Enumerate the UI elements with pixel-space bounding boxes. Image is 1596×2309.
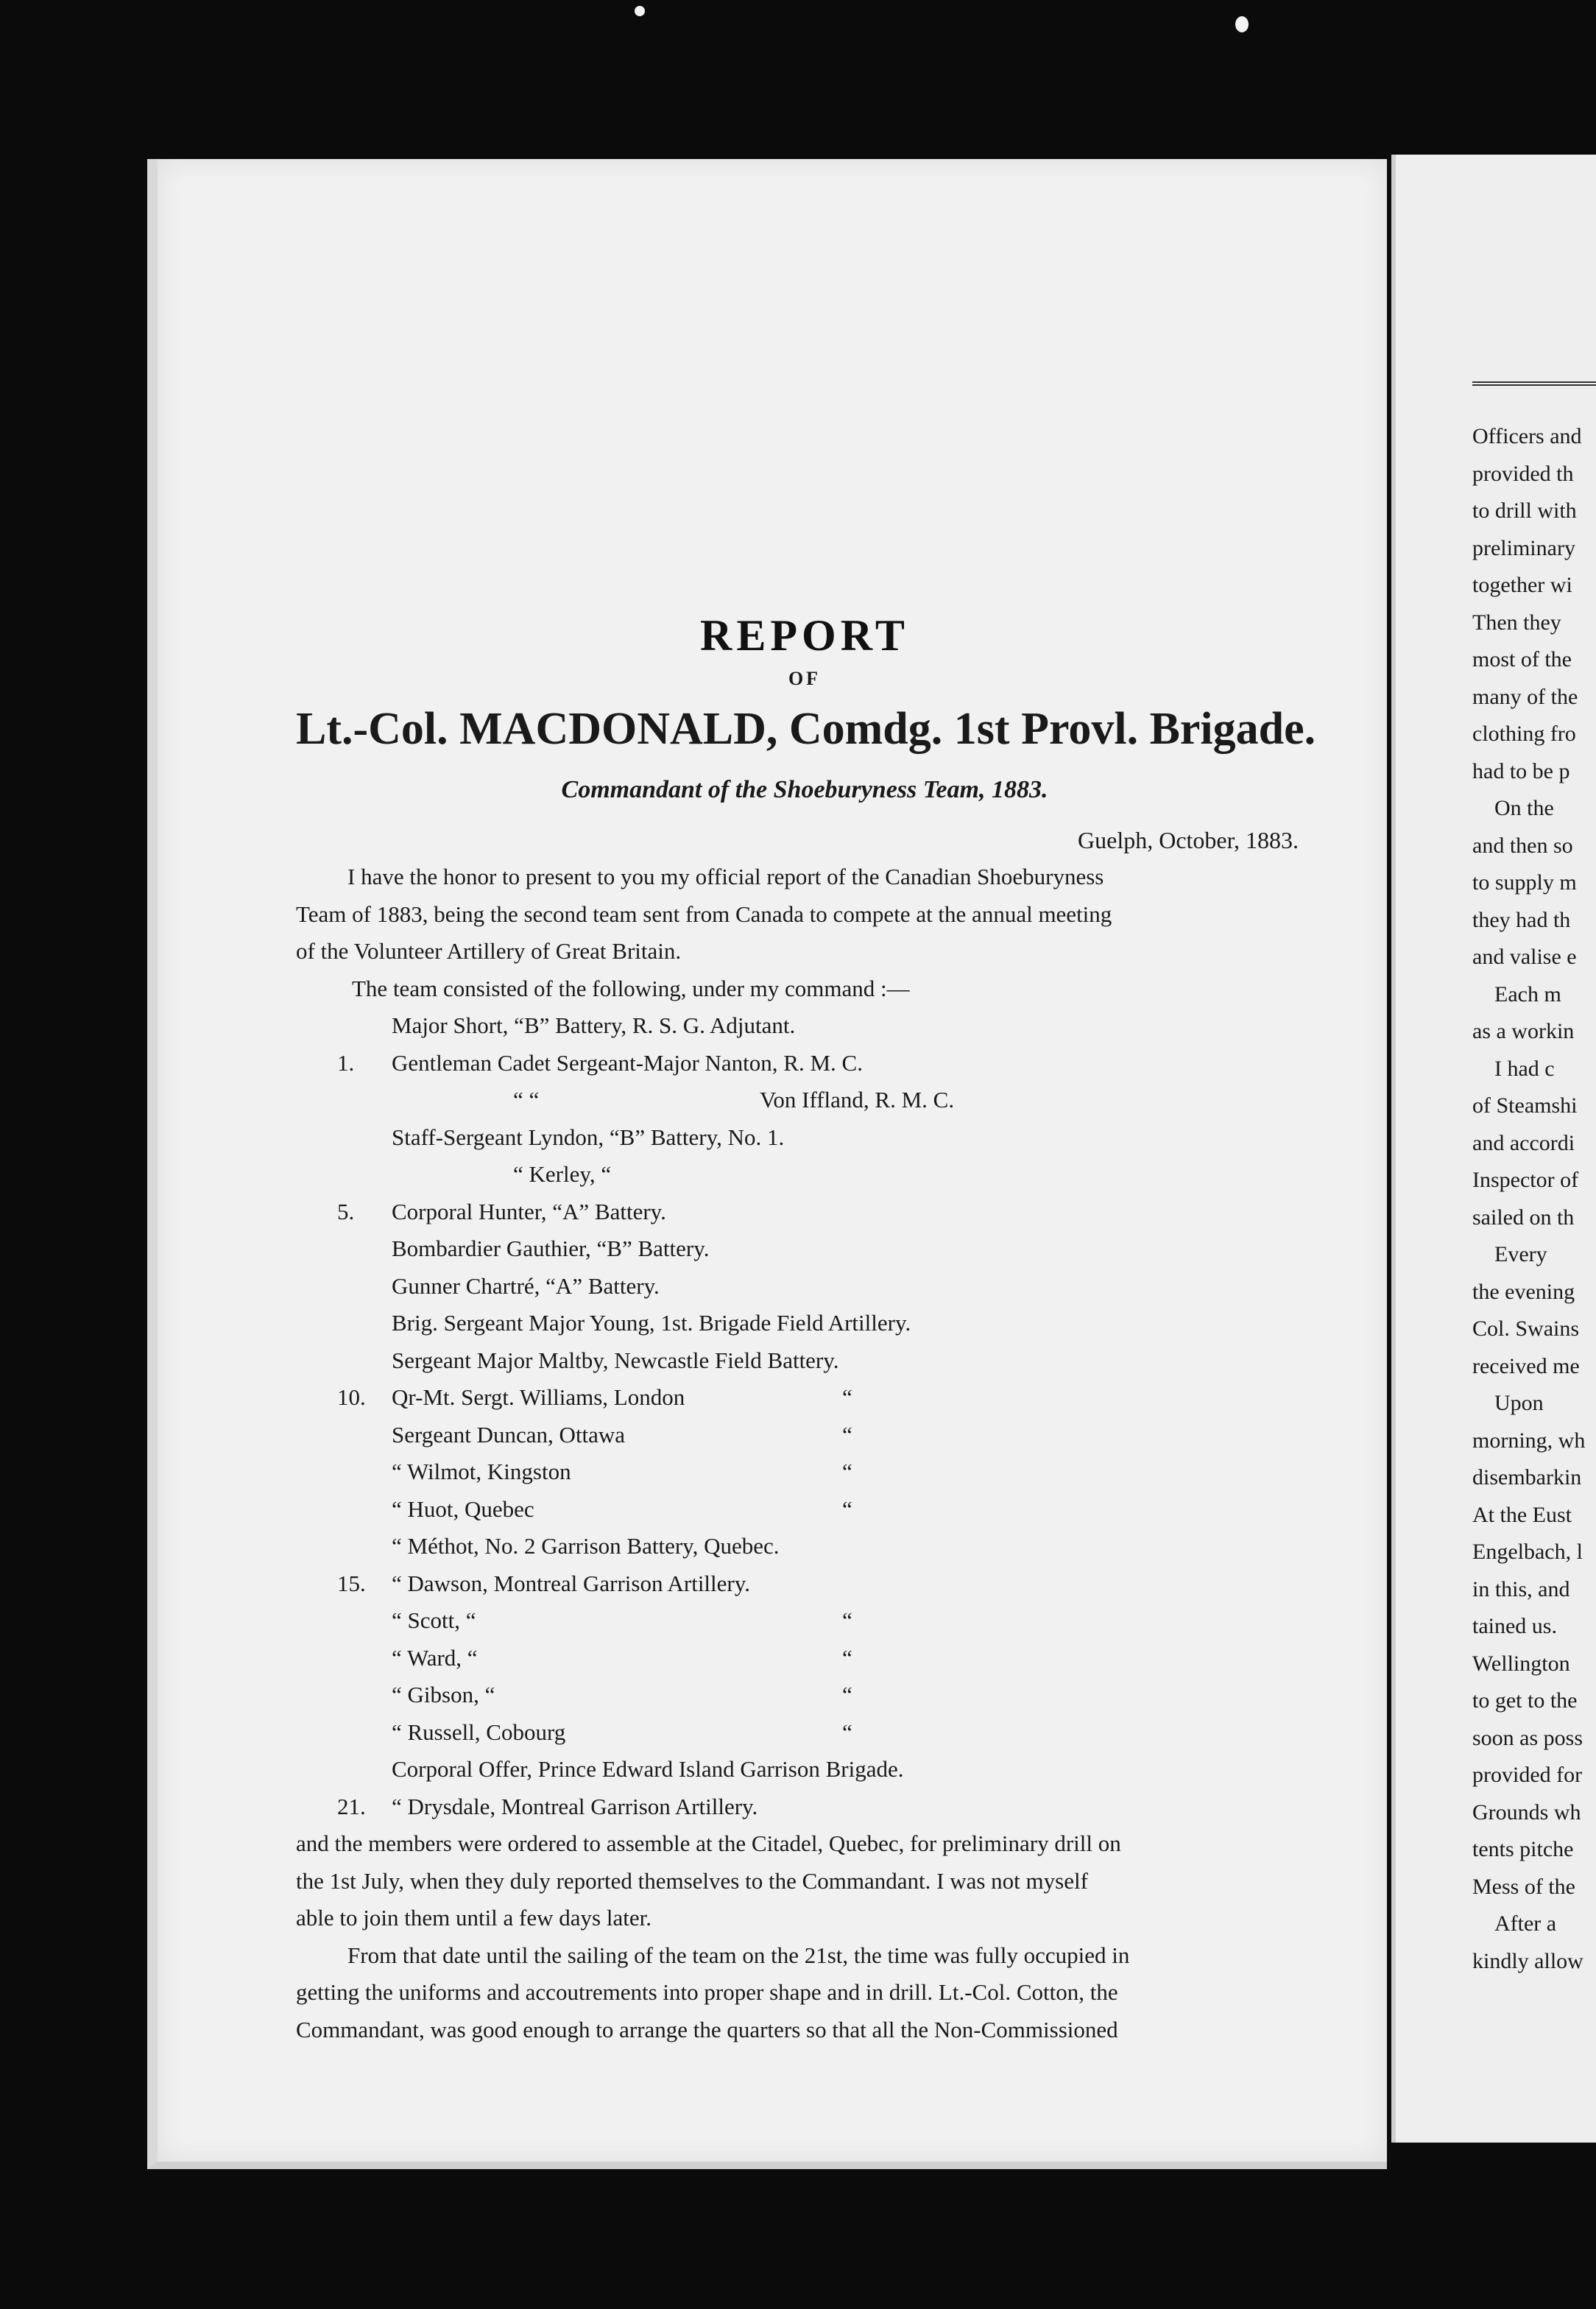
roster-member: Sergeant Duncan, Ottawa [392,1421,626,1448]
roster-member: “ Russell, Cobourg [392,1718,566,1745]
roster-unit: “ [842,1495,852,1522]
roster-member: “ Scott, “ [392,1607,476,1633]
right-page-line: Inspector of [1472,1168,1579,1192]
roster-row [296,1268,1313,1305]
roster-row [296,1342,1313,1380]
roster-unit: “ [842,1718,852,1745]
roster-row [296,1714,1313,1752]
roster-member: “ Gibson, “ [392,1682,495,1707]
roster-member: Corporal Hunter, “A” Battery. [392,1198,666,1224]
right-page-line: they had th [1472,907,1571,932]
roster-unit: “ [842,1384,852,1410]
right-page-line: Col. Swains [1472,1316,1580,1341]
right-page-line: Wellington [1472,1651,1570,1676]
roster-row [296,1677,1313,1714]
right-page-line: provided for [1472,1763,1583,1787]
main-title: Lt.-Col. MACDONALD, Comdg. 1st Provl. Brigade. [296,704,1316,754]
text-line: of the Volunteer Artillery of Great Britain. [296,938,682,964]
right-page-line: to get to the [1472,1688,1578,1713]
right-page-line: and accordi [1472,1130,1575,1155]
roster-row [296,1528,1313,1565]
roster-member: “ Huot, Quebec [392,1495,534,1522]
right-page-line: had to be p [1472,758,1570,783]
roster-row [296,1082,1313,1119]
text-line: the 1st July, when they duly reported themselves to the Commandant. I was not myself [296,1867,1088,1894]
roster-member: Gentleman Cadet Sergeant-Major Nanton, R. M. C. [392,1049,863,1076]
roster-unit: “ [842,1644,852,1671]
right-page-line: Upon [1494,1391,1544,1415]
right-page-line: in this, and [1472,1576,1570,1601]
right-page-line: tained us. [1472,1614,1557,1638]
subtitle: Commandant of the Shoeburyness Team, 1883. [561,776,1048,803]
dateline: Guelph, October, 1883. [1078,827,1299,853]
text-line: and the members were ordered to assemble at the Citadel, Quebec, for preliminary drill on [296,1830,1121,1856]
right-page-line: many of the [1472,684,1578,709]
right-page [1391,155,1596,2143]
roster-member: Gunner Chartré, “A” Battery. [392,1272,660,1299]
right-page-line: morning, wh [1472,1428,1586,1453]
roster-unit: “ [842,1459,852,1484]
right-page-line: of Steamshi [1472,1093,1578,1118]
right-page-line: Then they [1472,610,1561,635]
roster-row [296,1007,1313,1045]
report-title: REPORT [700,611,909,660]
text-line: able to join them until a few days later. [296,1905,652,1931]
right-page-line: provided th [1472,461,1574,486]
roster-row [296,1565,1313,1603]
roster-number: 5. [337,1198,355,1224]
right-page-line: to drill with [1472,498,1577,523]
roster-member: “ Wilmot, Kingston [392,1459,571,1484]
paragraph-intro [296,859,1313,970]
roster-member: Corporal Offer, Prince Edward Island Garrison Brigade. [392,1756,904,1782]
right-page-text [1472,418,1596,1980]
right-page-line: together wi [1472,573,1572,597]
roster-member: “ Dawson, Montreal Garrison Artillery. [392,1570,750,1596]
speck [1235,16,1249,32]
paragraph-preparation [296,1937,1313,2049]
right-page-line: the evening [1472,1279,1575,1304]
right-page-line: At the Eust [1472,1502,1572,1527]
right-page-line: Every [1494,1242,1547,1266]
text-line: I have the honor to present to you my official report of the Canadian Shoeburyness [347,864,1104,889]
roster-row [296,1491,1313,1529]
text-line: Commandant, was good enough to arrange the quarters so that all the Non-Commissioned [296,2016,1118,2042]
speck [635,6,645,16]
roster-member: Staff-Sergeant Lyndon, “B” Battery, No. 1. [392,1124,785,1150]
right-page-line: kindly allow [1472,1948,1583,1973]
right-page-line: After a [1494,1911,1557,1936]
roster-member: Qr-Mt. Sergt. Williams, London [392,1384,685,1410]
roster-member: Major Short, “B” Battery, R. S. G. Adjutant. [392,1012,796,1038]
roster-member: Sergeant Major Maltby, Newcastle Field Battery. [392,1347,839,1373]
roster-member: “ Drysdale, Montreal Garrison Artillery. [392,1793,758,1819]
right-page-line: clothing fro [1472,722,1576,746]
text-line: Team of 1883, being the second team sent from Canada to compete at the annual meeting [296,900,1112,927]
right-page-line: received me [1472,1353,1580,1378]
roster-row [296,1045,1313,1082]
roster-ditto: “ Kerley, “ [513,1161,612,1187]
right-page-line: disembarkin [1472,1465,1582,1490]
roster-row [296,1417,1313,1454]
right-page-line: soon as poss [1472,1725,1583,1750]
header-rule [1472,381,1596,386]
roster-row [296,1305,1313,1342]
right-page-line: preliminary [1472,535,1575,560]
right-page-line: Grounds wh [1472,1799,1581,1825]
paragraph-assembly [296,1825,1313,1937]
roster-ditto: “ “ [513,1087,540,1113]
text-line: getting the uniforms and accoutrements into proper shape and in drill. Lt.-Col. Cotton, the [296,1979,1118,2005]
right-page-line: On the [1494,796,1554,820]
right-page-line: Mess of the [1472,1874,1575,1899]
roster-number: 15. [337,1570,366,1596]
right-page-line: I had c [1494,1056,1555,1081]
roster-unit: “ [842,1682,852,1707]
text-line: From that date until the sailing of the team on the 21st, the time was fully occupied in [347,1942,1130,1968]
roster-row [296,1640,1313,1677]
right-page-line: sailed on th [1472,1205,1575,1230]
roster-row [296,1194,1313,1231]
roster-member: “ Ward, “ [392,1644,478,1671]
right-page-line: Each m [1494,981,1561,1007]
roster-member: Brig. Sergeant Major Young, 1st. Brigade Field Artillery. [392,1310,911,1336]
report-body [296,445,1316,2048]
roster-member: Bombardier Gauthier, “B” Battery. [392,1235,710,1261]
roster-unit: “ [842,1421,852,1448]
roster-row [296,1453,1313,1491]
right-page-line: most of the [1472,647,1572,671]
roster-number: 10. [337,1384,366,1410]
roster-member: “ Méthot, No. 2 Garrison Battery, Quebec. [392,1533,780,1559]
right-page-line: and then so [1472,833,1573,858]
left-page [147,159,1387,2169]
right-page-line: to supply m [1472,870,1577,895]
roster-unit: Von Iffland, R. M. C. [760,1087,955,1113]
right-page-line: and valise e [1472,945,1577,969]
roster-row [296,1230,1313,1268]
roster-row [296,1602,1313,1640]
right-page-line: Officers and [1472,424,1582,448]
report-of: OF [788,668,822,689]
team-roster [296,1007,1313,1825]
roster-row [296,1751,1313,1788]
roster-row [296,1788,1313,1826]
roster-number: 21. [337,1793,366,1819]
roster-row [296,1119,1313,1157]
roster-row [296,1379,1313,1417]
roster-unit: “ [842,1607,852,1633]
right-page-line: as a workin [1472,1019,1575,1043]
right-page-line: tents pitche [1472,1837,1574,1861]
right-page-line: Engelbach, l [1472,1540,1583,1564]
roster-row [296,1156,1313,1194]
team-intro: The team consisted of the following, under my command :— [352,975,910,1001]
roster-number: 1. [337,1049,355,1076]
